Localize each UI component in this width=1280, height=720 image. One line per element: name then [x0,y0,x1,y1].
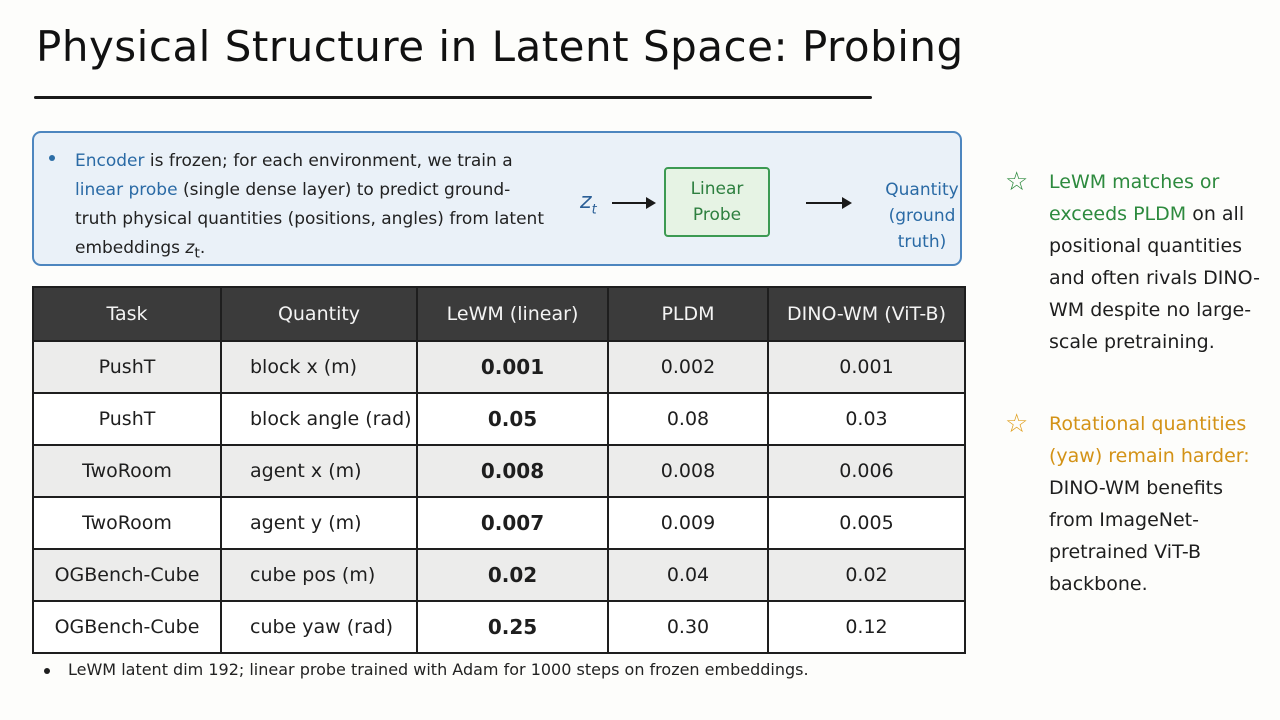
cell-dino-wm: 0.006 [768,445,965,497]
table-row [33,601,965,653]
info-text-part-1: is frozen; for each environment, we train a [144,151,513,171]
table-row [33,393,965,445]
side-note-2-text: DINO-WM benefits from ImageNet-pretrained ViT-B backbone. [1049,477,1224,595]
cell-pldm: 0.002 [608,341,768,393]
header-task: Task [33,287,221,341]
cell-dino-wm: 0.005 [768,497,965,549]
cell-lewm: 0.001 [417,341,608,393]
cell-quantity: cube pos (m) [221,549,417,601]
cell-pldm: 0.008 [608,445,768,497]
table-row [33,341,965,393]
pipeline-input-symbol: $z_t$ [580,189,597,218]
term-encoder: Encoder [75,151,145,171]
embedding-symbol: $z_t$ [185,238,200,262]
table-header-row [33,287,965,341]
pipeline-output-label: Quantity (ground truth) [885,180,959,252]
star-icon: ☆ [1005,167,1029,197]
cell-pldm: 0.009 [608,497,768,549]
probe-label-line1: Linear [690,179,744,199]
side-note-2-highlight: Rotational quantities (yaw) remain harder: [1049,413,1250,467]
probe-pipeline-diagram [574,167,959,252]
results-table [32,286,966,654]
probe-label-line2: Probe [692,205,742,225]
cell-lewm: 0.02 [417,549,608,601]
linear-probe-box [664,167,770,237]
cell-quantity: cube yaw (rad) [221,601,417,653]
footnote [44,660,809,679]
side-note-rotational [1005,408,1265,600]
cell-dino-wm: 0.02 [768,549,965,601]
cell-quantity: block angle (rad) [221,393,417,445]
header-pldm: PLDM [608,287,768,341]
cell-quantity: block x (m) [221,341,417,393]
cell-task: PushT [33,341,221,393]
cell-pldm: 0.04 [608,549,768,601]
cell-task: TwoRoom [33,445,221,497]
title-underline [34,96,872,99]
table-row [33,549,965,601]
header-lewm: LeWM (linear) [417,287,608,341]
info-box [32,131,962,266]
cell-pldm: 0.08 [608,393,768,445]
header-dino-wm: DINO-WM (ViT-B) [768,287,965,341]
cell-quantity: agent y (m) [221,497,417,549]
cell-task: OGBench-Cube [33,601,221,653]
star-icon: ☆ [1005,409,1029,439]
info-text [75,147,545,268]
cell-dino-wm: 0.001 [768,341,965,393]
page-title: Physical Structure in Latent Space: Probing [36,22,964,71]
table-row [33,497,965,549]
cell-lewm: 0.007 [417,497,608,549]
arrow-right-icon [612,202,654,204]
cell-dino-wm: 0.03 [768,393,965,445]
cell-quantity: agent x (m) [221,445,417,497]
arrow-right-icon [806,202,850,204]
cell-dino-wm: 0.12 [768,601,965,653]
footnote-text: LeWM latent dim 192; linear probe trained with Adam for 1000 steps on frozen embeddings. [68,660,809,679]
side-note-1-highlight: LeWM matches or exceeds PLDM [1049,171,1220,225]
bullet-icon [49,155,55,161]
info-text-part-3: . [199,238,206,258]
cell-task: TwoRoom [33,497,221,549]
header-quantity: Quantity [221,287,417,341]
cell-lewm: 0.008 [417,445,608,497]
bullet-icon [44,668,50,674]
side-note-positional [1005,166,1265,358]
cell-task: PushT [33,393,221,445]
table-row [33,445,965,497]
cell-lewm: 0.05 [417,393,608,445]
cell-pldm: 0.30 [608,601,768,653]
cell-lewm: 0.25 [417,601,608,653]
info-text-part-2: (single dense layer) to predict ground-truth physical quantities (positions, angles) from latent embeddings [75,180,544,258]
term-linear-probe: linear probe [75,180,178,200]
cell-task: OGBench-Cube [33,549,221,601]
side-note-1-text: on all positional quantities and often rivals DINO-WM despite no large-scale pretraining. [1049,203,1260,353]
